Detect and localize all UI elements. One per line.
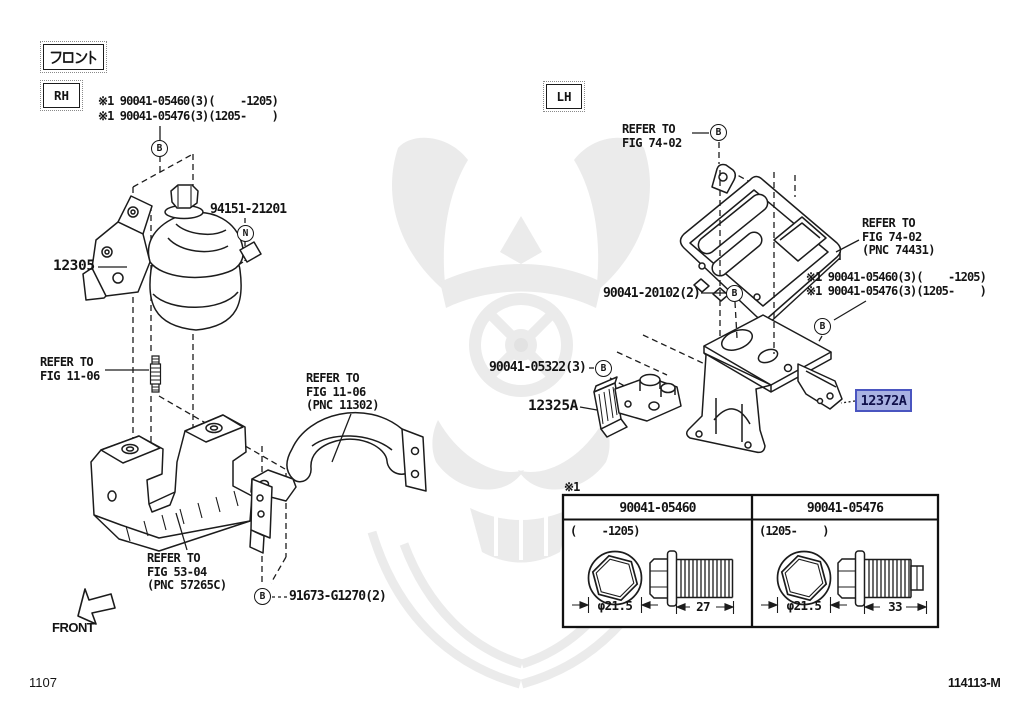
table-dia-col1: φ21.5	[597, 598, 633, 613]
refer-line: REFER TO	[40, 355, 93, 369]
callout-b-lh-top: B	[710, 124, 727, 141]
refer-line: FIG 11-06	[306, 384, 366, 399]
callout-n-nut: N	[237, 225, 254, 242]
callout-b-stay-bolt: B	[595, 360, 612, 377]
stud-bolt-drawing	[151, 356, 161, 392]
table-header-col1: 90041-05460	[619, 501, 696, 516]
refer-line: FIG 74-02	[622, 135, 682, 150]
lh-bolt-note-line2: ※1 90041-05476(3)(1205- )	[806, 284, 986, 298]
table-length-col2: 33	[888, 599, 902, 614]
refer-line: REFER TO	[147, 551, 200, 565]
callout-b-rh-top: B	[151, 140, 168, 157]
rh-side-label	[43, 83, 80, 108]
refer-line: (PNC 57265C)	[147, 578, 227, 592]
refer-note-tray	[622, 123, 682, 150]
table-range-col1: ( -1205)	[570, 524, 640, 538]
battery-tray-drawing	[681, 165, 841, 328]
refer-line: REFER TO	[622, 122, 675, 136]
part-number-bolt-b: 91673-G1270(2)	[289, 589, 386, 604]
rh-bolt-note-line1: ※1 90041-05460(3)( -1205)	[98, 94, 278, 108]
refer-note-bracket	[306, 372, 379, 413]
refer-line: REFER TO	[862, 216, 915, 230]
part-number-stay: 12325A	[528, 398, 578, 414]
lh-label-text: LH	[556, 89, 572, 104]
table-range-col2: (1205- )	[759, 524, 829, 538]
part-number-tray-bolt: 90041-20102(2)	[603, 286, 700, 301]
refer-line: REFER TO	[306, 371, 359, 385]
stay-bracket-drawing	[594, 375, 681, 438]
lh-side-label	[546, 84, 582, 109]
refer-note-frame	[147, 552, 227, 593]
sheet-number: 1107	[29, 675, 57, 690]
refer-line: (PNC 74431)	[862, 243, 935, 257]
table-length-col1: 27	[696, 599, 710, 614]
lh-bolt-note-line1: ※1 90041-05460(3)( -1205)	[806, 270, 986, 284]
refer-line: FIG 53-04	[147, 564, 207, 579]
part-number-nut: 94151-21201	[210, 202, 287, 217]
figure-number: 114113-M	[948, 676, 1001, 690]
front-direction-arrow	[78, 589, 115, 624]
selected-part-text: 12372A	[860, 392, 907, 409]
rh-label-text: RH	[53, 88, 70, 103]
selected-part-number-12372a[interactable]	[855, 389, 912, 412]
refer-note-stud	[40, 356, 100, 383]
frame-bracket-drawing	[91, 415, 252, 551]
table-header-col2: 90041-05476	[806, 501, 884, 516]
mounting-bracket-assembly-drawing	[250, 413, 426, 553]
front-label-japanese-glyphs	[50, 49, 98, 65]
engine-mounting-bracket-drawing	[687, 315, 842, 452]
part-number-insulator: 12305	[53, 258, 95, 274]
front-label-box	[43, 44, 104, 70]
table-note-ref: ※1	[564, 480, 580, 494]
refer-line: (PNC 11302)	[306, 398, 379, 412]
callout-b-tray-bolt: B	[726, 285, 743, 302]
part-number-bracket-bolt: 90041-05322(3)	[489, 360, 586, 375]
refer-line: FIG 74-02	[862, 229, 922, 244]
refer-line: FIG 11-06	[40, 368, 100, 383]
table-dia-col2: φ21.5	[786, 598, 822, 613]
callout-b-bolt: B	[254, 588, 271, 605]
rh-bolt-note-line2: ※1 90041-05476(3)(1205- )	[98, 109, 278, 123]
refer-note-tray-pnc	[862, 217, 935, 258]
callout-b-lh-note: B	[814, 318, 831, 335]
front-arrow-label: FRONT	[52, 620, 95, 635]
